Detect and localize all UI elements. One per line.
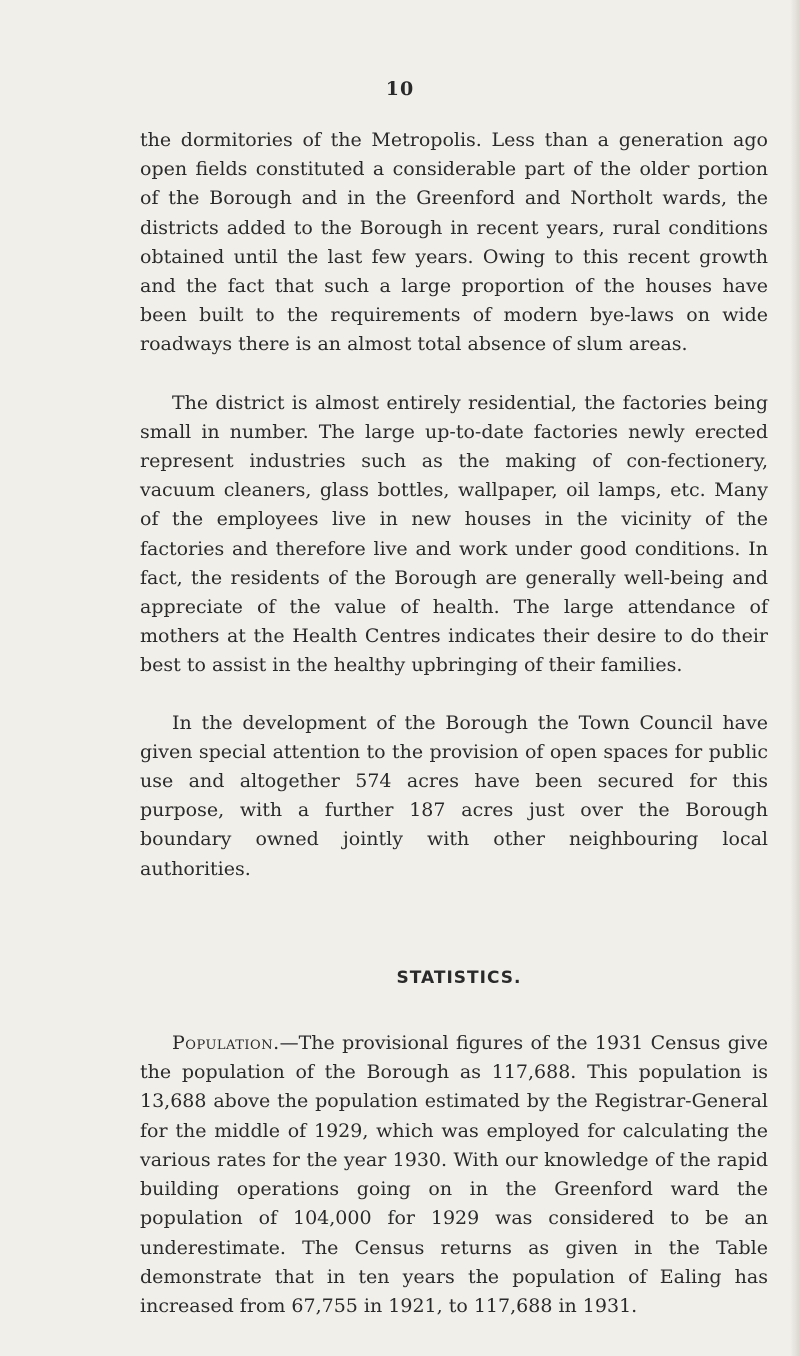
population-text: —The provisional figures of the 1931 Census give the population of the Borough as 117,688. This population is 13,688 above the population estimated by the Registrar-General for the middle of 1929, which was employed for calculating the various rates for the year 1930. With our knowledge of the rapid building operations going on in the Greenford ward the population of 104,000 for 1929 was considered to be an underestimate. The Census returns as given in the Table demonstrate that in ten years the population of Ealing has increased from 67,755 in 1921, to 117,688 in 1931. [140,1032,768,1317]
paragraph-population [140,1029,768,1321]
paragraph-residential: The district is almost entirely residential, the factories being small in number. The large up-to-date factories newly erected represent industries such as the making of con-fectionery, vacuum cleaners, glass bottles, wallpaper, oil lamps, etc. Many of the employees live in new houses in the vicinity of the factories and therefore live and work under good conditions. In fact, the residents of the Borough are generally well-being and appreciate of the value of health. The large attendance of mothers at the Health Centres indicates their desire to do their best to assist in the healthy upbringing of their families. [140,391,768,677]
document-body [140,126,768,1321]
paragraph-dormitories: the dormitories of the Metropolis. Less than a generation ago open fields constituted a considerable part of the older portion of the Borough and in the Greenford and Northolt wards, the districts added to the Borough in recent years, rural conditions obtained until the last few years. Owing to this recent growth and the fact that such a large proportion of the houses have been built to the requirements of modern bye-laws on wide roadways there is an almost total absence of slum areas. [140,129,768,356]
paragraph-open-spaces: In the development of the Borough the Town Council have given special attention to the provision of open spaces for public use and altogether 574 acres have been secured for this purpose, with a further 187 acres just over the Borough boundary owned jointly with other neighbouring local authorities. [140,711,768,880]
page-edge-shadow [790,0,800,1356]
section-heading-statistics: STATISTICS. [396,967,522,988]
population-lead: Population. [172,1032,280,1055]
page-number: 10 [385,78,415,100]
